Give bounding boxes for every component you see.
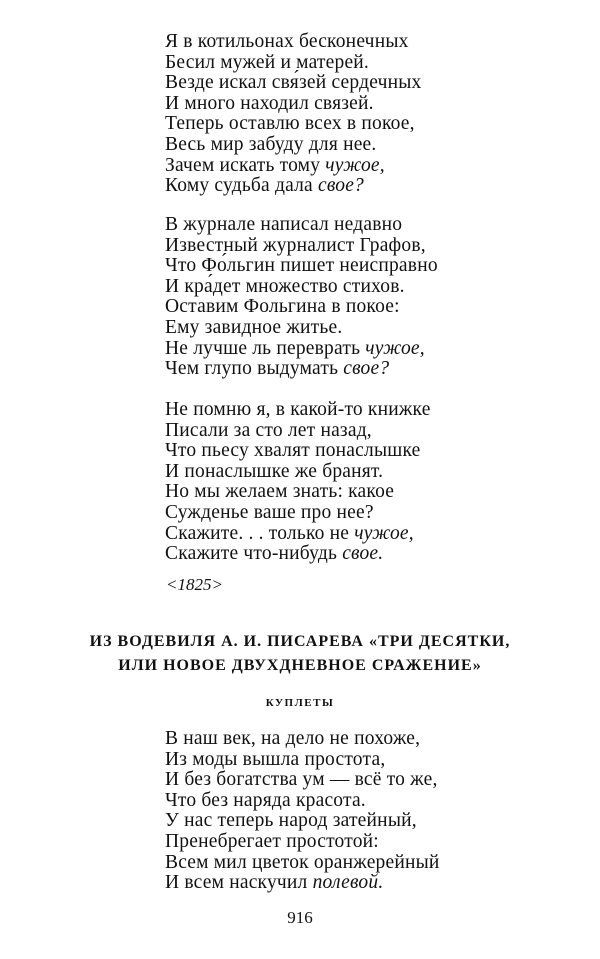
verse-line: Не лучше ль переврать чужое, [165,337,425,359]
verse-line: Что Фо́льгин пишет неисправно [165,255,438,277]
verse-line: Кому судьба дала свое? [165,175,365,197]
verse-line: И всем наскучил полевой. [165,872,384,894]
poem-date: <1825> [166,575,223,594]
verse-line: И много находил связей. [165,92,374,114]
verse-line: Зачем искать тому чужое, [165,154,385,176]
verse-line: Ему завидное житье. [165,316,343,338]
verse-line: И кра́дет множество стихов. [165,275,405,297]
italic-word: чужое, [325,154,385,176]
verse-line: Везде искал свя́зей сердечных [165,72,422,94]
verse-line: Скажите. . . только не чужое, [165,522,414,544]
italic-word: чужое, [354,522,414,544]
verse-line: Бесил мужей и матерей. [165,51,370,73]
section-subtitle: КУПЛЕТЫ [265,697,335,709]
verse-line: Писали за сто лет назад, [165,419,372,441]
verse-line: Я в котильонах бесконечных [165,31,409,52]
verse-line: В журнале написал недавно [165,214,403,235]
verse-line: Оставим Фольгина в покое: [165,296,400,318]
verse-line: Известный журналист Графов, [165,234,426,256]
verse-line: Всем мил цветок оранжерейный [165,851,440,873]
verse-line: Скажите что-нибудь свое. [165,543,384,565]
stanza-2 [165,215,438,380]
stanza-1 [165,32,421,197]
verse-line: Не помню я, в какой-то книжке [165,399,431,420]
italic-word: свое. [342,543,384,565]
verse-line: Сужденье ваше про нее? [165,501,374,523]
verse-line: У нас теперь народ затейный, [165,810,417,832]
verse-line: В наш век, на дело не похоже, [165,728,421,749]
italic-word: чужое, [365,337,425,359]
verse-line: Что без наряда красота. [165,789,366,811]
italic-word: полевой. [312,872,384,894]
verse-line: Из моды вышла простота, [165,748,386,770]
verse-line: И понаслышке же бранят. [165,460,384,482]
verse-line: Теперь оставлю всех в покое, [165,113,415,135]
italic-word: свое? [343,358,390,380]
section-title-line-1: ИЗ ВОДЕВИЛЯ А. И. ПИСАРЕВА «ТРИ ДЕСЯТКИ, [89,633,511,650]
stanza-4 [165,729,440,894]
verse-line: Весь мир забуду для нее. [165,133,377,155]
verse-line: Что пьесу хвалят понаслышке [165,440,421,462]
verse-line: Чем глупо выдумать свое? [165,358,390,380]
italic-word: свое? [317,175,365,197]
verse-line: Но мы желаем знать: какое [165,481,395,503]
stanza-3 [165,400,431,565]
section-title-line-2: ИЛИ НОВОЕ ДВУХДНЕВНОЕ СРАЖЕНИЕ» [118,657,482,674]
page-number: 916 [287,908,313,927]
verse-line: И без богатства ум — всё то же, [165,769,438,791]
verse-line: Пренебрегает простотой: [165,830,379,852]
